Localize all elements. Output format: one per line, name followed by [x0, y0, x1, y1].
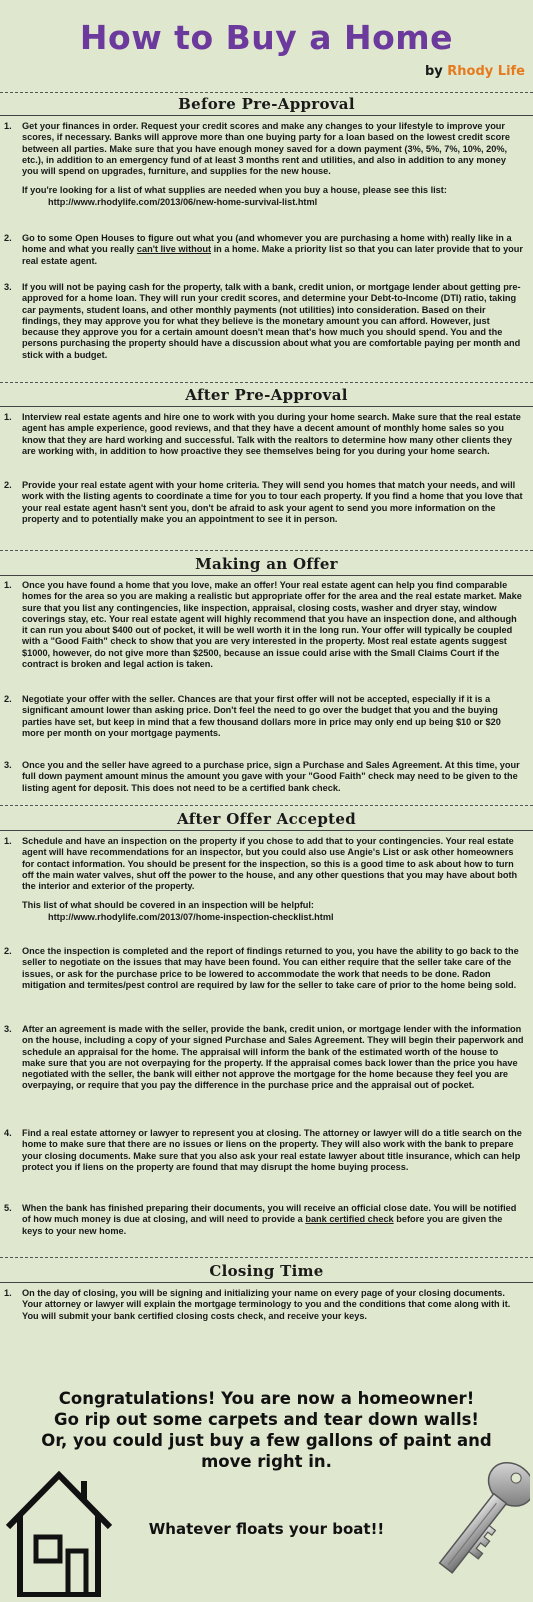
item-number: 4.: [4, 1128, 12, 1138]
list-item: [4, 1288, 524, 1328]
divider: [0, 382, 533, 383]
congrats-line: Congratulations! You are now a homeowner!: [58, 1389, 475, 1408]
house-key-icon: [432, 1450, 530, 1601]
item-note: If you're looking for a list of what supplies are needed when you buy a house, please see this list:: [22, 185, 447, 196]
divider: [0, 830, 533, 831]
divider: [0, 550, 533, 551]
item-number: 2.: [4, 694, 12, 704]
section-heading-after-offer-accepted: After Offer Accepted: [177, 810, 356, 828]
list-item: [4, 480, 524, 536]
item-text: If you will not be paying cash for the property, talk with a bank, credit union, or mortgage lender about getting pre-approved for a home loan. They will run your credit scores, and determine your Debt-to-Income (DTI) ratio, taking car payments, student loans, and other monthly payments (not utilities) into consideration. Based on their findings, they may approve you for what they believe is the monetary amount you can afford. However, just because they approve you for a certain amount doesn't mean that's how much you should spend. You and the persons purchasing the property should have a discussion about what you are comfortable paying per month and stick with a budget.: [22, 282, 521, 360]
divider: [0, 805, 533, 806]
section-heading-after-pre-approval: After Pre-Approval: [185, 386, 348, 404]
divider: [0, 115, 533, 116]
list-item: [4, 282, 524, 362]
item-number: 3.: [4, 1024, 12, 1034]
list-item: [4, 233, 524, 273]
congrats-line: move right in.: [201, 1452, 332, 1471]
item-text: Go to some Open Houses to figure out what you (and whomever you are purchasing a home with) really like in a home and what you really: [22, 233, 512, 255]
item-text-underlined: bank certified check: [305, 1214, 394, 1225]
item-number: 2.: [4, 946, 12, 956]
item-text: before you are given the keys to your new home.: [22, 1214, 503, 1236]
item-text: Once the inspection is completed and the report of findings returned to you, you have the ability to go back to the seller to negotiate on the issues that may have been found. You can either require that the seller take care of the issues, or ask for the purchase price to be lowered to accommodate the work that needs to be done. Radon mitigation and termites/pest control are required by law for the seller to take care of prior to the home being sold.: [22, 946, 519, 990]
item-number: 1.: [4, 580, 12, 590]
list-item: [4, 412, 524, 468]
house-outline-icon: [2, 1467, 116, 1602]
item-number: 2.: [4, 480, 12, 490]
item-number: 3.: [4, 282, 12, 292]
item-number: 1.: [4, 1288, 12, 1298]
byline: [425, 64, 525, 79]
divider: [0, 1257, 533, 1258]
item-number: 1.: [4, 121, 12, 131]
page-title: How to Buy a Home: [79, 18, 454, 57]
list-item: [4, 760, 524, 800]
item-text: After an agreement is made with the seller, provide the bank, credit union, or mortgage lender with the information on the house, including a copy of your signed Purchase and Sales Agreement. They will begin their paperwork and schedule an appraisal for the home. The appraisal will inform the bank of the estimated worth of the house to make sure that you are not overpaying for the property. If the appraisal comes back lower than the price you have negotiated with the seller, the bank will either not approve the mortgage for the home because they feel you are overpaying, or require that you pay the difference in the purchase price and the appraisal out of pocket.: [22, 1024, 524, 1091]
list-item: [4, 946, 524, 1002]
item-text: Once you have found a home that you love, make an offer! Your real estate agent can help you find comparable homes for the area so you are making a realistic but appropriate offer for the area and the real estate market. Make sure that you list any contingencies, like inspection, appraisal, closing costs, washer and dryer stay, window coverings stay, etc. Your real estate agent will highly recommend that you have an inspection done, and although it can run you about $400 out of pocket, it will be well worth it in the long run. Your offer will typically be coupled with a "Good Faith" check to show that you are very interested in the property. Most real estate agents suggest $1000, however, do not give more than $2500, because an issue could arise with the Small Claims Court if the contract is broken and legal action is taken.: [22, 580, 522, 670]
list-item: [4, 121, 524, 231]
closing-tagline: Whatever floats your boat!!: [148, 1520, 385, 1538]
divider: [0, 406, 533, 407]
item-text: Negotiate your offer with the seller. Chances are that your first offer will not be accepted, especially if it is a significant amount lower than asking price. Don't feel the need to go over the budget that you and the buying parties have set, but keep in mind that a few thousand dollars more in price may only end up being $10 or $20 more per month on your mortgage payments.: [22, 694, 501, 738]
section-heading-closing-time: Closing Time: [209, 1262, 324, 1280]
item-text-underlined: can't live without: [136, 244, 212, 255]
item-number: 1.: [4, 836, 12, 846]
item-text: When the bank has finished preparing their documents, you will receive an official close date. You will be notified of how much money is due at closing, and will need to provide a: [22, 1203, 517, 1225]
list-item: [4, 580, 524, 690]
item-text: Once you and the seller have agreed to a purchase price, sign a Purchase and Sales Agreement. At this time, your full down payment amount minus the amount you gave with your "Good Faith" check may need to be given to the listing agent for deposit. This does not need to be a certified bank check.: [22, 760, 520, 793]
congrats-line: Or, you could just buy a few gallons of paint and: [41, 1431, 492, 1450]
list-item: [4, 836, 524, 936]
item-link[interactable]: http://www.rhodylife.com/2013/06/new-home-survival-list.html: [48, 196, 318, 207]
item-text: in a home. Make a priority list so that you can later provide that to your real estate agent.: [22, 244, 523, 266]
list-item: [4, 1024, 524, 1104]
list-item: [4, 1128, 524, 1184]
divider: [0, 92, 533, 93]
section-heading-before-pre-approval: Before Pre-Approval: [178, 95, 355, 113]
section-heading-making-an-offer: Making an Offer: [195, 555, 338, 573]
list-item: [4, 694, 524, 750]
congrats-line: Go rip out some carpets and tear down walls!: [54, 1410, 479, 1429]
item-number: 2.: [4, 233, 12, 243]
item-note: This list of what should be covered in an inspection will be helpful:: [22, 900, 314, 911]
item-link[interactable]: http://www.rhodylife.com/2013/07/home-inspection-checklist.html: [48, 911, 334, 922]
item-text: Find a real estate attorney or lawyer to represent you at closing. The attorney or lawyer will do a title search on the home to make sure that there are no issues or liens on the property. They will also work with the bank to prepare your closing documents. Make sure that you also ask your real estate lawyer about title insurance, which can help protect you if liens on the property are found that may disrupt the home buying process.: [22, 1128, 522, 1172]
brand-name: Rhody Life: [447, 64, 525, 79]
item-text: Provide your real estate agent with your home criteria. They will send you homes that match your needs, and will work with the listing agents to coordinate a time for you to tour each property. If you find a home that you love that your real estate agent hasn't sent you, don't be afraid to ask your agent to send you more information on the property and to potentially make you an appointment to see it in person.: [22, 480, 523, 524]
item-text: Get your finances in order. Request your credit scores and make any changes to your lifestyle to improve your scores, if necessary. Banks will approve more than one buying party for a loan based on the lowest credit score between all parties. Make sure that you have enough money saved for a down payment (3%, 5%, 7%, 10%, 20%, etc.), in addition to an emergency fund of at least 3 months rent and utilities, and also in addition to any money you will spend on upgrades, furniture, and supplies for the new house.: [22, 121, 510, 177]
divider: [0, 575, 533, 576]
divider: [0, 1282, 533, 1283]
item-number: 5.: [4, 1203, 12, 1213]
item-text: On the day of closing, you will be signing and initializing your name on every page of your closing documents. Your attorney or lawyer will explain the mortgage terminology to you and the conditions that come along with it. You will submit your bank certified closing costs check, and receive your keys.: [22, 1288, 511, 1321]
byline-by: by: [424, 64, 443, 79]
item-text: Schedule and have an inspection on the property if you chose to add that to your contingencies. Your real estate agent will have recommendations for an inspector, but you could also use Angie's List or ask other homeowners for contact information. You should be present for the inspection, so this is a good time to ask about how to turn off the main water valves, shut off the power to the house, and any other questions that you may have about both the interior and exterior of the property.: [22, 836, 518, 892]
item-number: 1.: [4, 412, 12, 422]
list-item: [4, 1203, 524, 1243]
item-number: 3.: [4, 760, 12, 770]
item-text: Interview real estate agents and hire one to work with you during your home search. Make sure that the real estate agent has ample experience, good reviews, and that they have a decent amount of monthly home sales so you know that they are hard working and successful. Talk with the realtors to determine how many other clients they are working with, in addition to how proactive they see themselves being for you during your home search.: [22, 412, 521, 456]
